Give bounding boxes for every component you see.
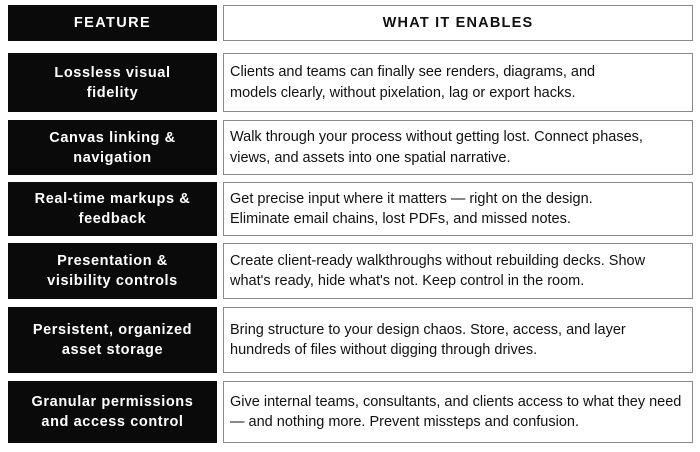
description-text: Get precise input where it matters — right on the design. Eliminate email chains, lost PDFs, and missed notes. xyxy=(230,190,593,227)
feature-label: Presentation & visibility controls xyxy=(47,253,178,289)
description-cell-presentation-controls xyxy=(223,243,693,299)
feature-label: Real-time markups & feedback xyxy=(34,191,191,227)
description-cell-canvas-linking xyxy=(223,120,693,175)
feature-cell-presentation-controls xyxy=(8,243,217,299)
feature-cell-canvas-linking xyxy=(8,120,217,175)
feature-cell-realtime-markups xyxy=(8,182,217,236)
description-text: Give internal teams, consultants, and clients access to what they need — and nothing more. Prevent missteps and confusion. xyxy=(230,393,682,430)
header-enables-cell xyxy=(223,5,693,41)
header-feature-label: FEATURE xyxy=(73,15,152,31)
feature-label: Canvas linking & navigation xyxy=(49,129,176,166)
feature-label: Lossless visual fidelity xyxy=(54,64,171,101)
description-cell-realtime-markups xyxy=(223,182,693,236)
description-text: Clients and teams can finally see renders, diagrams, and models clearly, without pixelation, lag or export hacks. xyxy=(230,64,596,101)
description-text: Create client-ready walkthroughs without rebuilding decks. Show what's ready, hide what's not. Keep control in the room. xyxy=(230,252,646,289)
feature-cell-granular-permissions xyxy=(8,381,217,443)
feature-cell-asset-storage xyxy=(8,307,217,373)
header-feature-cell xyxy=(8,5,217,41)
description-cell-asset-storage xyxy=(223,307,693,373)
description-text: Bring structure to your design chaos. Store, access, and layer hundreds of files without digging through drives. xyxy=(230,321,626,358)
header-enables-label: WHAT IT ENABLES xyxy=(382,14,534,31)
feature-label: Persistent, organized asset storage xyxy=(32,322,193,358)
feature-label: Granular permissions and access control xyxy=(31,394,194,430)
description-text: Walk through your process without getting lost. Connect phases, views, and assets into one spatial narrative. xyxy=(230,129,643,166)
feature-cell-lossless-fidelity xyxy=(8,53,217,112)
description-cell-granular-permissions xyxy=(223,381,693,443)
description-cell-lossless-fidelity xyxy=(223,53,693,112)
